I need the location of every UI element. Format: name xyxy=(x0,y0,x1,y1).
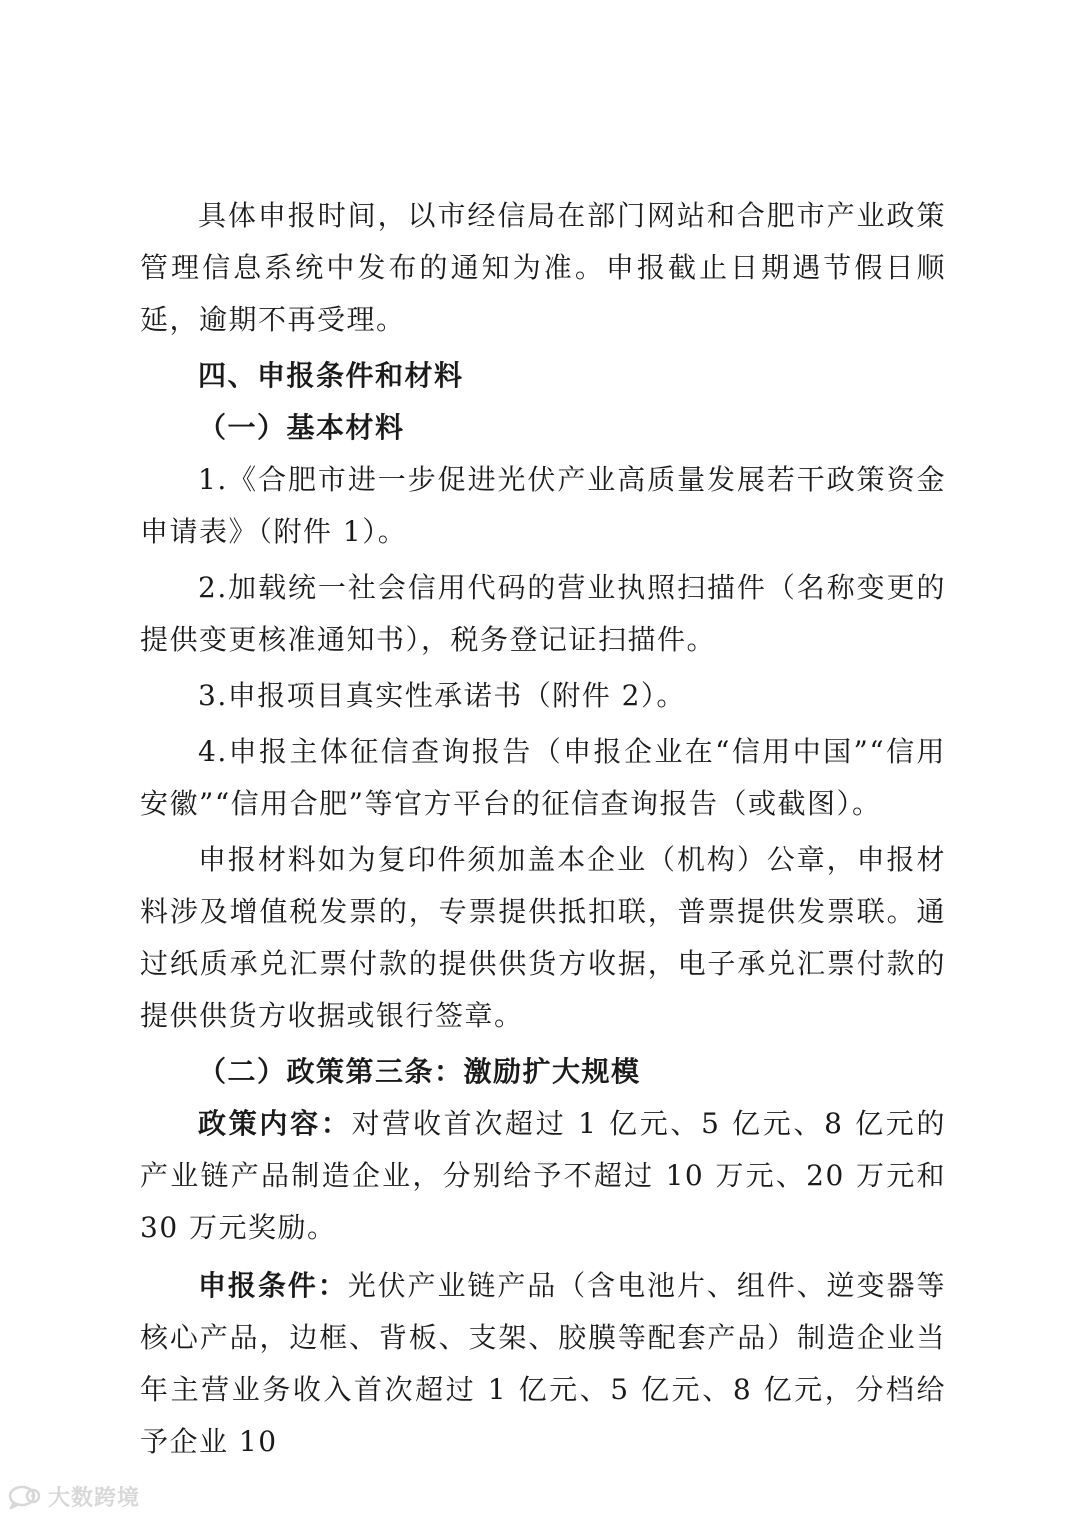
chat-bubble-logo-icon xyxy=(8,1484,42,1510)
list-item-2: 2.加载统一社会信用代码的营业执照扫描件（名称变更的提供变更核准通知书），税务登记证扫描件。 xyxy=(140,571,946,656)
subsection-heading-policy-3: （二）政策第三条：激励扩大规模 xyxy=(198,1055,641,1088)
subsection-heading-basic-materials: （一）基本材料 xyxy=(198,411,405,444)
policy-content-text: 对营收首次超过 1 亿元、5 亿元、8 亿元的产业链产品制造企业，分别给予不超过 10 万元、20 万元和 30 万元奖励。 xyxy=(140,1107,946,1244)
paragraph-materials-note: 申报材料如为复印件须加盖本企业（机构）公章，申报材料涉及增值税发票的，专票提供抵扣联，普票提供发票联。通过纸质承兑汇票付款的提供供货方收据，电子承兑汇票付款的提供供货方收据或银行签章。 xyxy=(140,843,946,1032)
list-item-4: 4.申报主体征信查询报告（申报企业在“信用中国”“信用安徽”“信用合肥”等官方平台的征信查询报告（或截图）。 xyxy=(140,735,946,820)
watermark xyxy=(8,1481,140,1512)
conditions-text: 光伏产业链产品（含电池片、组件、逆变器等核心产品，边框、背板、支架、胶膜等配套产品）制造企业当年主营业务收入首次超过 1 亿元、5 亿元、8 亿元，分档给予企业 10 xyxy=(140,1269,946,1458)
list-item-1: 1.《合肥市进一步促进光伏产业高质量发展若干政策资金申请表》（附件 1）。 xyxy=(140,463,946,548)
section-heading-4: 四、申报条件和材料 xyxy=(198,359,464,392)
document-body xyxy=(140,190,946,1472)
policy-content-label: 政策内容： xyxy=(198,1107,352,1140)
paragraph-application-conditions xyxy=(140,1260,946,1468)
watermark-text: 大数跨境 xyxy=(48,1486,141,1511)
paragraph-application-time: 具体申报时间，以市经信局在部门网站和合肥市产业政策管理信息系统中发布的通知为准。申报截止日期遇节假日顺延，逾期不再受理。 xyxy=(140,199,946,336)
paragraph-policy-content xyxy=(140,1098,946,1254)
conditions-label: 申报条件： xyxy=(198,1269,348,1302)
list-item-3: 3.申报项目真实性承诺书（附件 2）。 xyxy=(198,679,686,712)
